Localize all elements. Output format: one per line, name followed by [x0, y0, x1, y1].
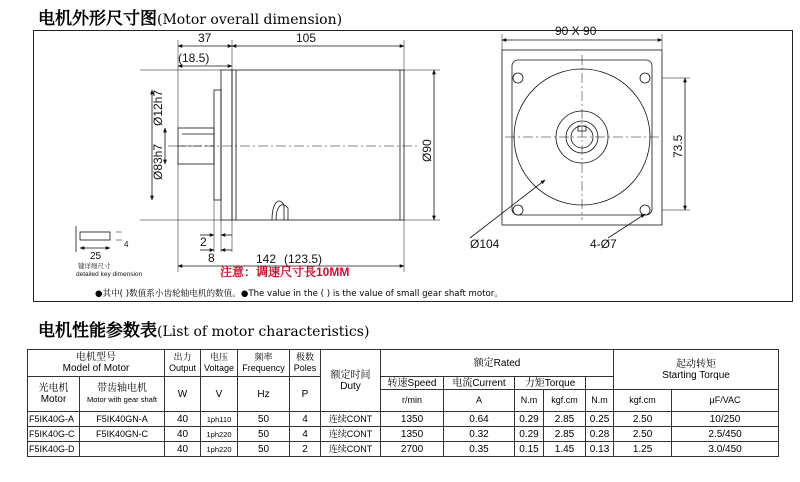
dim-phi90: Ø90 — [420, 139, 434, 162]
col-header-light-motor: 光电机 Motor — [28, 377, 80, 412]
col-header-torque: 力矩Torque — [515, 377, 586, 390]
motor-flange — [221, 70, 232, 220]
characteristics-title-en: (List of motor characteristics) — [157, 324, 370, 340]
dim-25: 25 — [90, 251, 102, 262]
dim-142: 142 — [256, 252, 277, 266]
col-header-output: 出力 Output — [165, 350, 201, 377]
cell-motor: F5IK40G-A — [28, 412, 80, 427]
col-header-frequency: 频率 Frequency — [238, 350, 290, 377]
cell-capacitor: 2.5/450 — [672, 427, 779, 442]
cell-start-nm: 0.25 — [586, 412, 614, 427]
unit-poles: P — [290, 377, 321, 412]
cell-capacitor: 3.0/450 — [672, 442, 779, 457]
table-row — [28, 412, 779, 427]
cell-speed: 2700 — [381, 442, 444, 457]
cell-frequency: 50 — [238, 427, 290, 442]
cell-torque-kgf: 2.85 — [544, 412, 586, 427]
footnote: ●其中( )数值系小齿轮轴电机的数值。●The value in the ( ) is the value of small gear shaft motor。 — [95, 289, 503, 299]
dim-123-5: (123.5) — [284, 252, 323, 266]
cell-poles: 4 — [290, 412, 321, 427]
cell-start-nm: 0.28 — [586, 427, 614, 442]
dim-phi104: Ø104 — [470, 237, 500, 251]
cell-current: 0.35 — [444, 442, 515, 457]
cell-output: 40 — [165, 412, 201, 427]
cell-speed: 1350 — [381, 412, 444, 427]
motor-body — [232, 70, 404, 220]
cell-duty: 连续CONT — [321, 442, 381, 457]
cell-torque-kgf: 2.85 — [544, 427, 586, 442]
col-header-model: 电机型号 Model of Motor — [28, 350, 165, 377]
unit-capacitor: μF/VAC — [672, 390, 779, 412]
cell-torque-nm: 0.15 — [515, 442, 544, 457]
dim-18-5: (18.5) — [178, 51, 210, 65]
unit-torque-nm: N.m — [515, 390, 544, 412]
unit-speed: r/min — [381, 390, 444, 412]
dim-73-5: 73.5 — [671, 134, 685, 158]
cell-motor: F5IK40G-C — [28, 427, 80, 442]
col-header-speed: 转速Speed — [381, 377, 444, 390]
key-label-en: detailed key dimension — [76, 271, 143, 278]
dim-4: 4 — [124, 240, 129, 249]
cell-frequency: 50 — [238, 412, 290, 427]
table-row — [28, 427, 779, 442]
cell-current: 0.32 — [444, 427, 515, 442]
col-header-gear-motor: 带齿轴电机 Motor with gear shaft — [80, 377, 165, 412]
dim-phi83h7: Ø83h7 — [151, 143, 165, 180]
dim-2: 2 — [200, 235, 207, 249]
cell-start-kgf: 2.50 — [614, 427, 672, 442]
cell-gear-motor: F5IK40GN-A — [80, 412, 165, 427]
unit-voltage: V — [201, 377, 238, 412]
dim-phi12h7: Ø12h7 — [151, 89, 165, 126]
cell-voltage: 1ph220 — [201, 427, 238, 442]
dim-105: 105 — [296, 31, 317, 45]
dim-8: 8 — [208, 251, 215, 265]
col-header-duty: 额定时间 Duty — [321, 350, 381, 412]
unit-frequency: Hz — [238, 377, 290, 412]
characteristics-title-cn: 电机性能参数表 — [38, 321, 157, 341]
cell-frequency: 50 — [238, 442, 290, 457]
key-label-cn: 键详细尺寸 — [78, 263, 111, 270]
table-header-row — [28, 350, 779, 377]
cell-speed: 1350 — [381, 427, 444, 442]
col-header-starting-torque: 起动转矩 Starting Torque — [614, 350, 779, 390]
table-row — [28, 442, 779, 457]
dim-37: 37 — [198, 31, 212, 45]
cell-gear-motor — [80, 442, 165, 457]
cell-gear-motor: F5IK40GN-C — [80, 427, 165, 442]
characteristics-section-title — [38, 316, 369, 341]
unit-output: W — [165, 377, 201, 412]
cell-duty: 连续CONT — [321, 412, 381, 427]
cell-torque-nm: 0.29 — [515, 412, 544, 427]
dim-4-holes: 4-Ø7 — [590, 237, 617, 251]
unit-torque-kgf: kgf.cm — [544, 390, 586, 412]
cell-motor: F5IK40G-D — [28, 442, 80, 457]
dimension-title-cn: 电机外形尺寸图 — [38, 9, 157, 29]
characteristics-table — [27, 349, 779, 457]
cell-poles: 4 — [290, 427, 321, 442]
cell-poles: 2 — [290, 442, 321, 457]
dimension-title-en: (Motor overall dimension) — [157, 12, 343, 28]
speed-control-note: 注意：调速尺寸長10MM — [220, 265, 350, 279]
cell-voltage: 1ph110 — [201, 412, 238, 427]
col-header-rated: 额定Rated — [381, 350, 614, 377]
col-header-poles: 极数 Poles — [290, 350, 321, 377]
cell-start-nm: 0.13 — [586, 442, 614, 457]
cell-output: 40 — [165, 427, 201, 442]
cell-output: 40 — [165, 442, 201, 457]
cell-duty: 连续CONT — [321, 427, 381, 442]
cell-start-kgf: 2.50 — [614, 412, 672, 427]
dim-90x90: 90 X 90 — [555, 24, 597, 38]
col-header-voltage: 电压 Voltage — [201, 350, 238, 377]
unit-start-nm: N.m — [586, 390, 614, 412]
cell-voltage: 1ph220 — [201, 442, 238, 457]
cell-torque-kgf: 1.45 — [544, 442, 586, 457]
cell-torque-nm: 0.29 — [515, 427, 544, 442]
col-header-current: 电流Current — [444, 377, 515, 390]
unit-current: A — [444, 390, 515, 412]
cell-start-kgf: 1.25 — [614, 442, 672, 457]
cell-capacitor: 10/250 — [672, 412, 779, 427]
cell-current: 0.64 — [444, 412, 515, 427]
unit-start-kgf: kgf.cm — [614, 390, 672, 412]
